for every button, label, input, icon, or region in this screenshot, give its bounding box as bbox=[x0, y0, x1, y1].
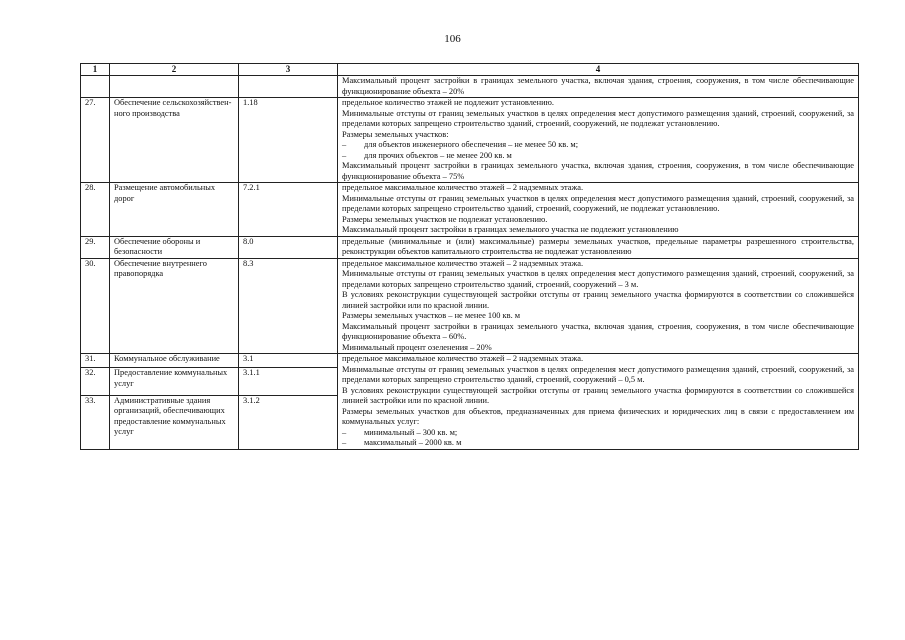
list-item bbox=[342, 438, 854, 449]
row-number-cell: 29. bbox=[81, 236, 110, 258]
param-text: Максимальный процент застройки в границах земельного участка не подлежит установлению bbox=[342, 225, 679, 234]
param-text: Максимальный процент застройки в границах земельного участка, включая здания, строения, сооружения, в том числе обеспечивающие функционирование объекта – 20% bbox=[342, 76, 854, 96]
param-text: В условиях реконструкции существующей застройки отступы от границ земельного участка формируются в соответствии со сложившейся линией застройки или по красной линии. bbox=[342, 290, 854, 310]
param-text: Максимальный процент застройки в границах земельного участка, включая здания, строения, сооружения, в том числе обеспечивающие функционирование объекта – 60%. bbox=[342, 321, 854, 341]
table-row bbox=[81, 258, 859, 354]
row-code-cell: 3.1.1 bbox=[239, 368, 338, 395]
param-text: Максимальный процент застройки в границах земельного участка, включая здания, строения, сооружения, в том числе обеспечивающие функционирование объекта – 75% bbox=[342, 161, 854, 181]
table-row bbox=[81, 354, 859, 368]
param-text: Минимальные отступы от границ земельных участков в целях определения мест допустимого размещения зданий, строений, сооружений, за пределами которых запрещено строительство зданий, строений, сооружений – 0,5 м. bbox=[342, 364, 854, 384]
table-row bbox=[81, 98, 859, 183]
row-params-cell bbox=[338, 354, 859, 450]
param-text: предельное количество этажей не подлежит установлению. bbox=[342, 98, 554, 107]
list-item bbox=[342, 151, 854, 162]
header-col-1: 1 bbox=[81, 64, 110, 76]
header-col-4: 4 bbox=[338, 64, 859, 76]
row-number-cell: 30. bbox=[81, 258, 110, 354]
param-text: предельные (минимальные и (или) максимальные) размеры земельных участков, предельные параметры разрешенного строительства, реконструкции объектов капитального строительства не подлежат установлению bbox=[342, 236, 854, 256]
param-text: Минимальные отступы от границ земельных участков в целях определения мест допустимого размещения зданий, строений, сооружений, за пределами которых запрещено строительство зданий, строений, сооружений – 3 м. bbox=[342, 269, 854, 289]
param-text: Размеры земельных участков для объектов, предназначенных для приема физических и юридических лиц в связи с предоставлением им коммунальных услуг: bbox=[342, 406, 854, 426]
table-row bbox=[81, 183, 859, 237]
row-code-cell: 1.18 bbox=[239, 98, 338, 183]
param-text: Минимальный процент озеленения – 20% bbox=[342, 342, 492, 352]
param-text: Размеры земельных участков – не менее 100 кв. м bbox=[342, 311, 521, 320]
param-text: предельное максимальное количество этажей – 2 надземных этажа. bbox=[342, 258, 584, 268]
list-item-text: для прочих объектов – не менее 200 кв. м bbox=[364, 150, 512, 160]
row-name-cell: Обеспечение обороны и безопасности bbox=[110, 236, 239, 258]
list-item-text: для объектов инженерного обеспечения – не менее 50 кв. м; bbox=[364, 140, 579, 149]
row-name-cell: Административные здания организаций, обеспечивающих предоставление коммунальных услуг bbox=[110, 395, 239, 449]
row-number-cell: 28. bbox=[81, 183, 110, 237]
table-row bbox=[81, 236, 859, 258]
row-name-cell: Обеспечение внутреннего правопорядка bbox=[110, 258, 239, 354]
row-number-cell: 27. bbox=[81, 98, 110, 183]
dash-marker: – bbox=[342, 427, 347, 437]
row-code-cell bbox=[239, 76, 338, 98]
row-code-cell: 3.1.2 bbox=[239, 395, 338, 449]
row-params-cell bbox=[338, 236, 859, 258]
row-code-cell: 7.2.1 bbox=[239, 183, 338, 237]
row-name-cell: Размещение автомобильных дорог bbox=[110, 183, 239, 237]
param-text: Размеры земельных участков: bbox=[342, 129, 449, 139]
dash-marker: – bbox=[342, 150, 347, 160]
param-text: Размеры земельных участков не подлежат установлению. bbox=[342, 214, 548, 224]
param-text: В условиях реконструкции существующей застройки отступы от границ земельного участка формируются в соответствии со сложившейся линией застройки или по красной линии. bbox=[342, 385, 854, 405]
table-header-row bbox=[81, 64, 859, 76]
list-item-text: максимальный – 2000 кв. м bbox=[364, 438, 462, 447]
page-number: 106 bbox=[444, 33, 461, 45]
regulations-table bbox=[80, 63, 859, 450]
dash-marker: – bbox=[342, 140, 347, 149]
row-params-cell bbox=[338, 183, 859, 237]
list-item-text: минимальный – 300 кв. м; bbox=[364, 427, 458, 437]
table-row bbox=[81, 76, 859, 98]
list-item bbox=[342, 428, 854, 439]
header-col-2: 2 bbox=[110, 64, 239, 76]
row-name-cell: Коммунальное обслуживание bbox=[110, 354, 239, 368]
row-code-cell: 8.0 bbox=[239, 236, 338, 258]
row-name-cell: Предоставление коммунальных услуг bbox=[110, 368, 239, 395]
row-number-cell: 32. bbox=[81, 368, 110, 395]
list-item bbox=[342, 140, 854, 151]
row-number-cell: 33. bbox=[81, 395, 110, 449]
header-col-3: 3 bbox=[239, 64, 338, 76]
param-text: Минимальные отступы от границ земельных участков в целях определения мест допустимого размещения зданий, строений, сооружений, за пределами которых запрещено строительство зданий, строений, сооружений, не подлежат установлению. bbox=[342, 108, 854, 128]
row-params-cell bbox=[338, 258, 859, 354]
dash-marker: – bbox=[342, 438, 347, 447]
param-text: предельное максимальное количество этажей – 2 надземных этажа. bbox=[342, 183, 584, 192]
row-name-cell bbox=[110, 76, 239, 98]
row-code-cell: 3.1 bbox=[239, 354, 338, 368]
row-number-cell: 31. bbox=[81, 354, 110, 368]
row-code-cell: 8.3 bbox=[239, 258, 338, 354]
row-params-cell bbox=[338, 98, 859, 183]
param-text: Минимальные отступы от границ земельных участков в целях определения мест допустимого размещения зданий, строений, сооружений, за пределами которых запрещено строительство зданий, строений, сооружений, не подлежат установлению. bbox=[342, 193, 854, 213]
row-params-cell bbox=[338, 76, 859, 98]
param-text: предельное максимальное количество этажей – 2 надземных этажа. bbox=[342, 354, 584, 363]
row-number-cell bbox=[81, 76, 110, 98]
row-name-cell: Обеспечение сельскохозяйствен-ного производства bbox=[110, 98, 239, 183]
